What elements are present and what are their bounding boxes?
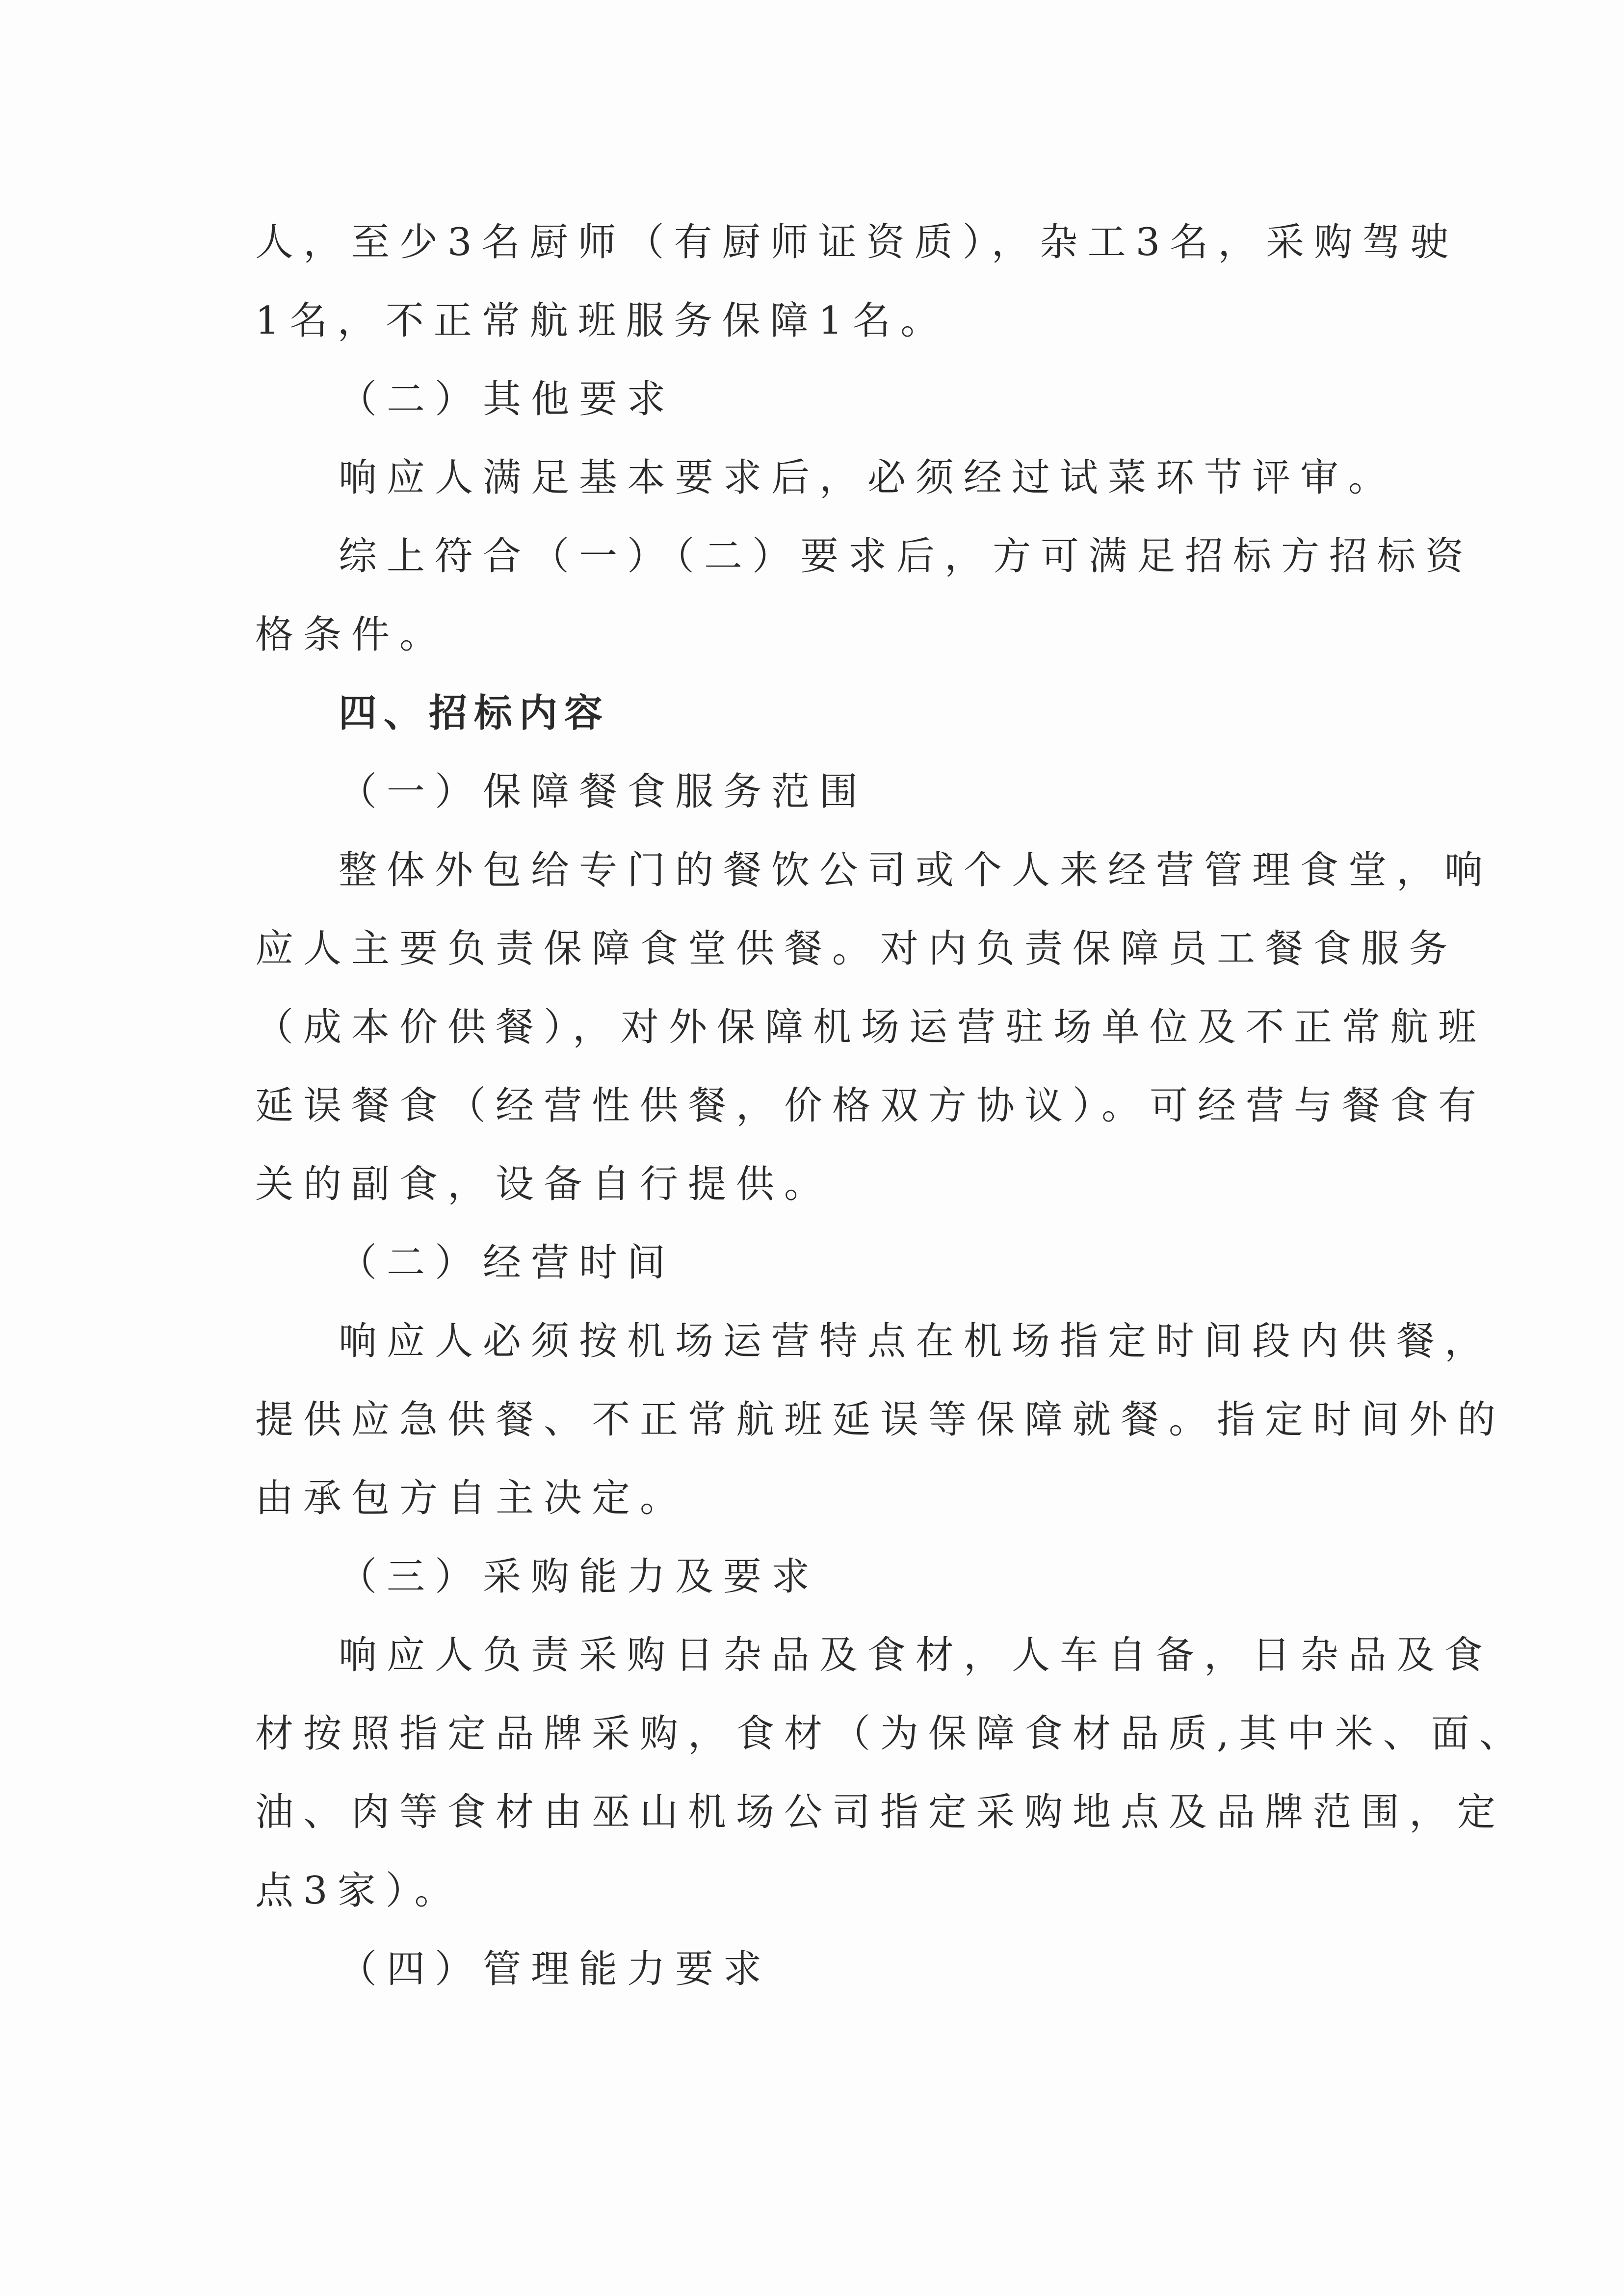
section-heading: （三）采购能力及要求 xyxy=(339,1555,820,1599)
paragraph-line: 人，至少3名厨师（有厨师证资质），杂工3名，采购驾驶 xyxy=(255,220,1459,264)
chapter-heading: 四、招标内容 xyxy=(339,691,610,735)
paragraph-line: 综上符合（一）（二）要求后，方可满足招标方招标资 xyxy=(339,534,1474,578)
paragraph-line: 整体外包给专门的餐饮公司或个人来经营管理食堂，响 xyxy=(339,848,1493,892)
paragraph-line: 关的副食，设备自行提供。 xyxy=(255,1162,833,1206)
section-heading: （二）经营时间 xyxy=(339,1241,676,1285)
paragraph-line: 响应人必须按机场运营特点在机场指定时间段内供餐， xyxy=(339,1319,1493,1363)
section-heading: （二）其他要求 xyxy=(339,377,676,421)
paragraph-line: 响应人满足基本要求后，必须经过试菜环节评审。 xyxy=(339,456,1397,500)
paragraph-line: 由承包方自主决定。 xyxy=(255,1476,688,1520)
paragraph-line: 点3家）。 xyxy=(255,1869,463,1913)
section-heading: （四）管理能力要求 xyxy=(339,1947,772,1991)
paragraph-line: （成本价供餐），对外保障机场运营驻场单位及不正常航班 xyxy=(255,1005,1487,1049)
paragraph-line: 应人主要负责保障食堂供餐。对内负责保障员工餐食服务 xyxy=(255,927,1458,971)
section-heading: （一）保障餐食服务范围 xyxy=(339,770,868,814)
paragraph-line: 提供应急供餐、不正常航班延误等保障就餐。指定时间外的 xyxy=(255,1398,1506,1442)
paragraph-line: 响应人负责采购日杂品及食材，人车自备，日杂品及食 xyxy=(339,1633,1493,1677)
paragraph-line: 格条件。 xyxy=(255,613,448,657)
paragraph-line: 材按照指定品牌采购，食材（为保障食材品质,其中米、面、 xyxy=(255,1712,1527,1756)
paragraph-line: 1名，不正常航班服务保障1名。 xyxy=(255,299,949,343)
paragraph-line: 油、肉等食材由巫山机场公司指定采购地点及品牌范围，定 xyxy=(255,1790,1506,1834)
paragraph-line: 延误餐食（经营性供餐，价格双方协议）。可经营与餐食有 xyxy=(255,1084,1487,1128)
